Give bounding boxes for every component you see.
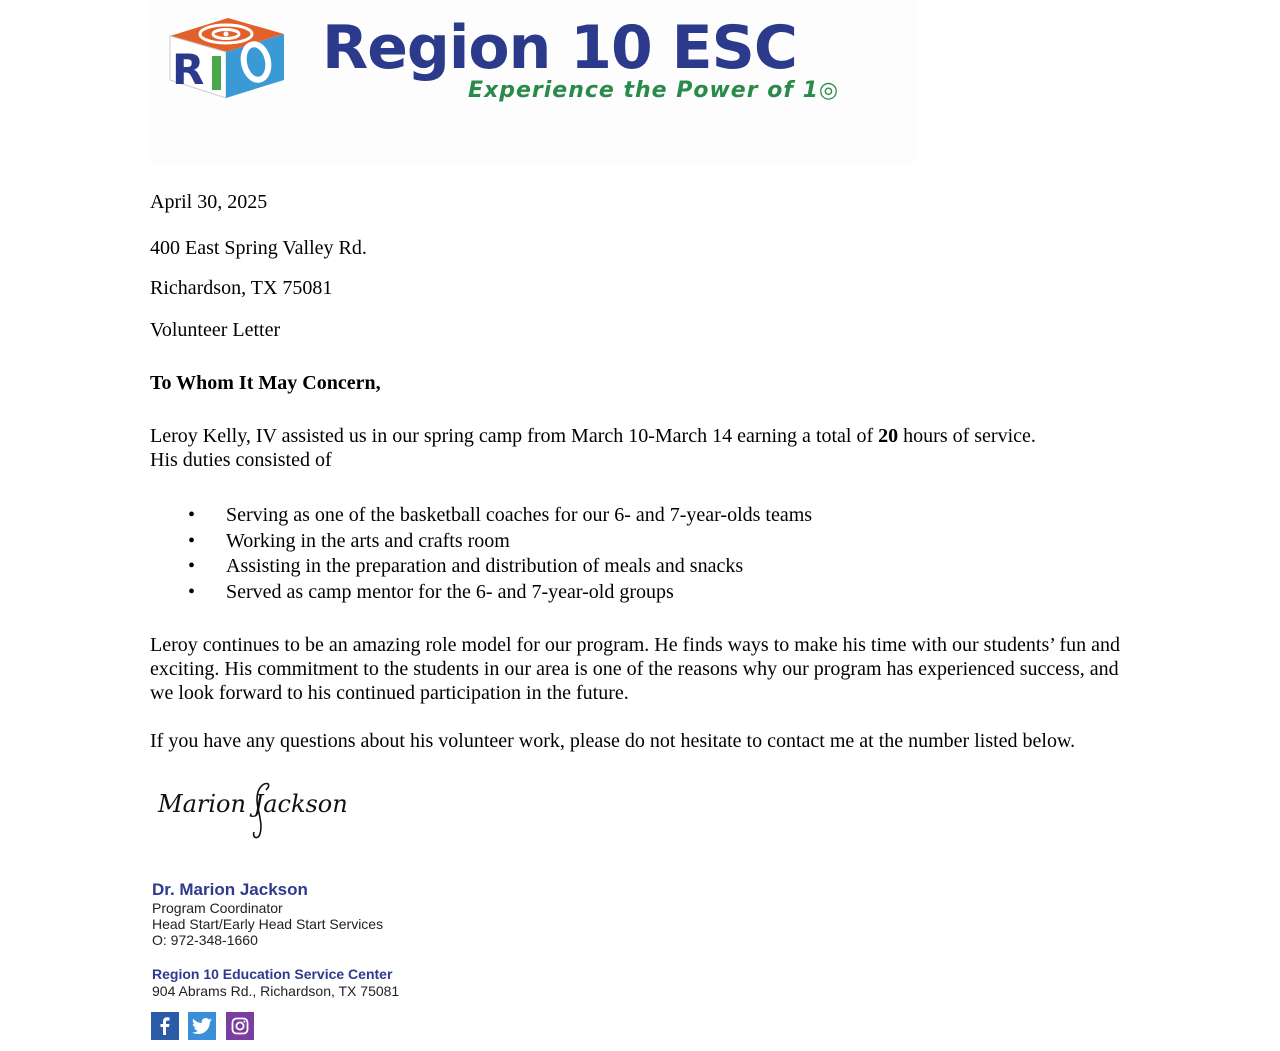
logo-title: Region 10 ESC [322, 13, 797, 83]
body-paragraph-3: If you have any questions about his volunteer work, please do not hesitate to contact me at the number listed below. [150, 730, 1076, 752]
intro-text-after: hours of service. [898, 425, 1036, 447]
list-item [150, 529, 812, 555]
organization-address: 904 Abrams Rd., Richardson, TX 75081 [152, 983, 400, 999]
duty-text: Serving as one of the basketball coaches for our 6- and 7-year-olds teams [226, 504, 813, 526]
letter-subject: Volunteer Letter [150, 319, 281, 341]
duty-text: Working in the arts and crafts room [226, 529, 510, 552]
logo-tagline: Experience the Power of 1◎ [468, 78, 840, 103]
svg-text:R: R [172, 45, 205, 94]
address-line2: Richardson, TX 75081 [150, 277, 333, 299]
duty-text: Assisting in the preparation and distribution of meals and snacks [226, 555, 744, 578]
duties-list [150, 503, 812, 605]
bullet-icon: • [188, 555, 196, 578]
letter-date: April 30, 2025 [150, 191, 268, 213]
signer-title: Program Coordinator [152, 900, 283, 916]
body-paragraph-2: Leroy continues to be an amazing role model for our program. He finds ways to make his time with our students’ fun and exciting. His commitment to the students in our area is one of the reasons why our program has experienced success, and we look forward to his continued participation in the future. [150, 634, 1120, 704]
letterhead [150, 0, 917, 165]
intro-line2: His duties consisted of [150, 449, 332, 471]
signature-text: Marion Jackson [158, 790, 348, 818]
address-line1: 400 East Spring Valley Rd. [150, 237, 367, 259]
signer-name: Dr. Marion Jackson [152, 880, 308, 899]
list-item [150, 503, 812, 529]
salutation: To Whom It May Concern, [150, 372, 381, 394]
bullet-icon: • [188, 529, 196, 552]
list-item [150, 554, 812, 580]
signer-department: Head Start/Early Head Start Services [152, 916, 384, 932]
bullet-icon: • [188, 580, 196, 603]
bullet-icon: • [188, 504, 196, 526]
twitter-icon[interactable] [188, 1012, 216, 1040]
intro-text-before: Leroy Kelly, IV assisted us in our spring camp from March 10-March 14 earning a total of [150, 425, 879, 447]
list-item [150, 580, 812, 606]
region10-logo-icon [158, 14, 290, 100]
hours-value: 20 [878, 425, 899, 447]
handwritten-signature [154, 776, 364, 842]
instagram-icon[interactable] [226, 1012, 254, 1040]
organization-name: Region 10 Education Service Center [152, 966, 393, 982]
intro-line1 [150, 424, 1036, 448]
duty-text: Served as camp mentor for the 6- and 7-year-old groups [226, 580, 674, 603]
signer-phone: O: 972-348-1660 [152, 932, 258, 948]
facebook-icon[interactable] [151, 1012, 179, 1040]
